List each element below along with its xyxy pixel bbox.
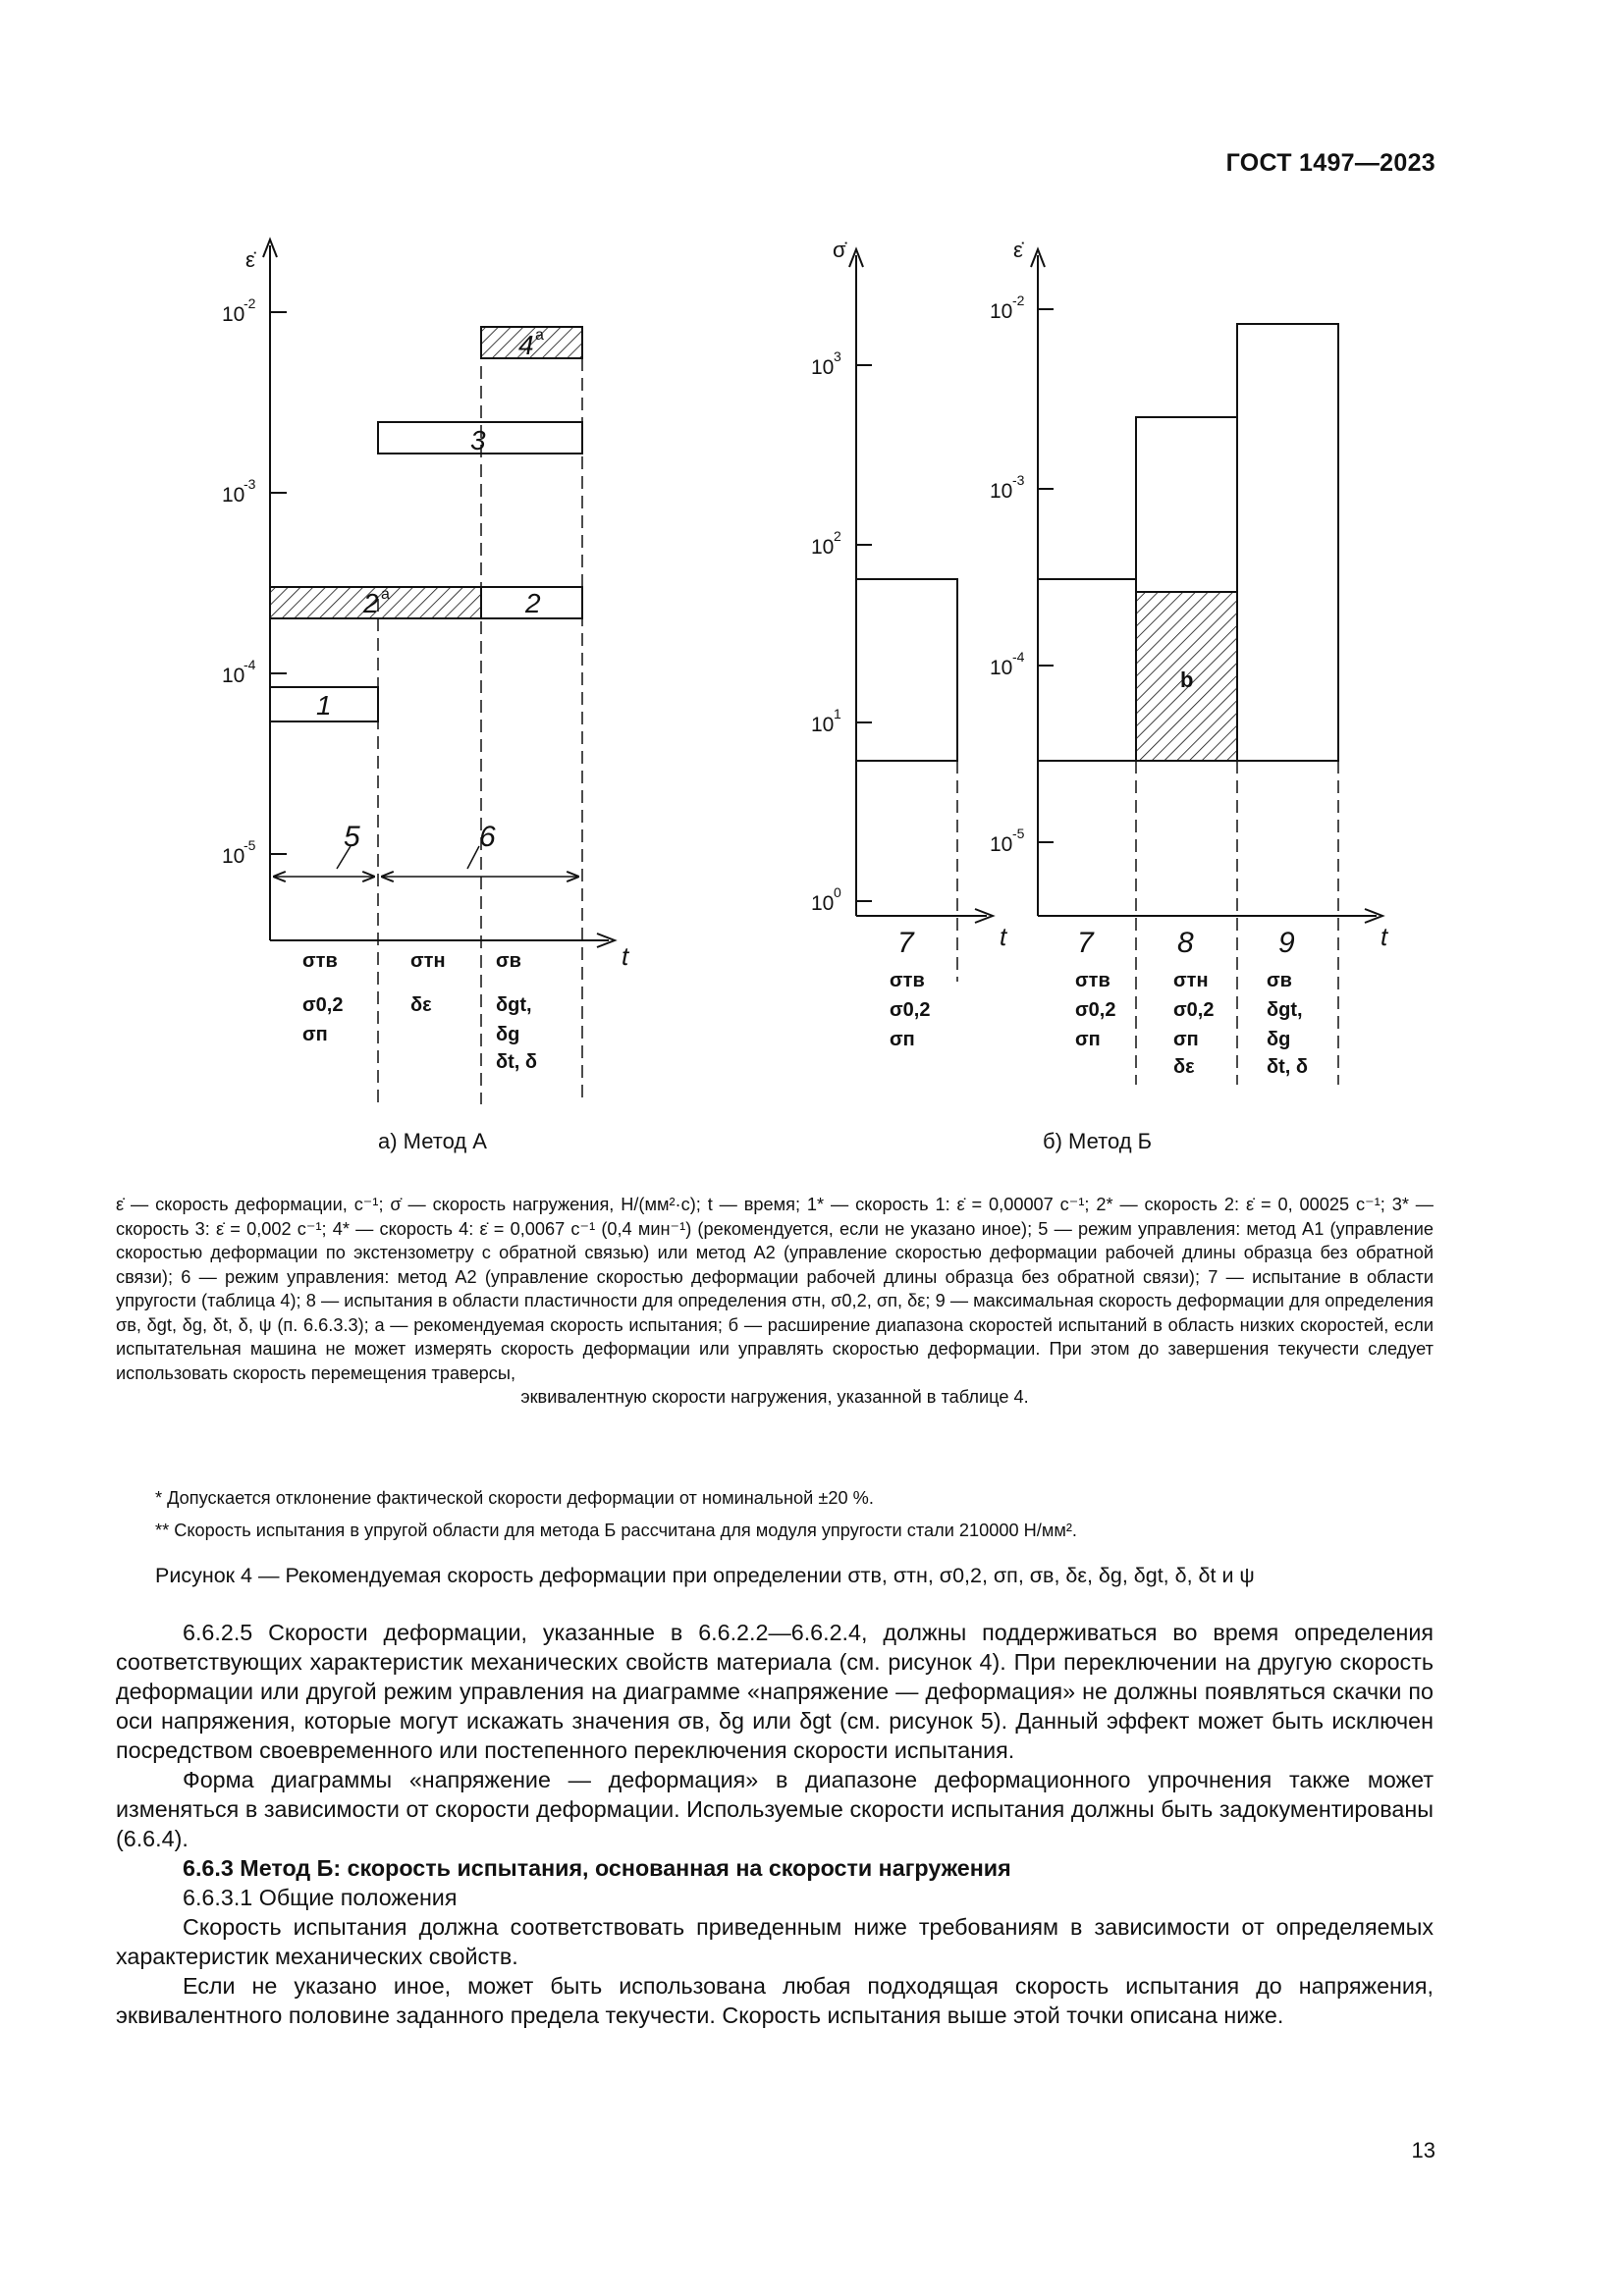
box-2a-label: 2 (363, 588, 379, 618)
sigma-tick-1: 10 (811, 356, 835, 379)
eps-tick-4-exp: -5 (1012, 826, 1025, 841)
left-tick-1: 10 (222, 303, 245, 326)
caption-method-b: б) Метод Б (1043, 1129, 1153, 1153)
col8-2: σ0,2 (1173, 999, 1215, 1021)
left-col3-1: σв (496, 950, 521, 972)
sigma-tick-1-exp: 3 (834, 348, 841, 364)
eps-tick-3-exp: -4 (1012, 649, 1025, 665)
sigma-tick-3: 10 (811, 714, 835, 736)
left-col3-3: δg (496, 1024, 520, 1045)
left-tick-3: 10 (222, 665, 245, 687)
eps-tick-1-exp: -2 (1012, 293, 1025, 308)
sigma-tick-4-exp: 0 (834, 884, 841, 900)
left-y-label: ε̇ (245, 247, 255, 272)
left-x-label: t (622, 941, 629, 971)
left-col3-4: δt, δ (496, 1051, 538, 1073)
right-x-label-2: t (1380, 922, 1388, 951)
col7b-3: σп (1075, 1029, 1101, 1050)
col7a-1: σтв (890, 970, 925, 991)
chart-method-b-labels (811, 238, 1389, 1078)
col9-2: δgt, (1267, 999, 1303, 1021)
col8-1: σтн (1173, 970, 1209, 991)
col8-3: σп (1173, 1029, 1199, 1050)
left-col2-2: δε (410, 994, 432, 1016)
box-7-sigma (856, 579, 957, 761)
left-tick-1-exp: -2 (244, 295, 256, 311)
chart-method-a-labels (222, 247, 630, 1073)
chart-method-a (263, 240, 615, 1104)
figure-legend (116, 1193, 1434, 1410)
col7a-2: σ0,2 (890, 999, 931, 1021)
sigma-tick-3-exp: 1 (834, 706, 841, 721)
chart-method-b (849, 249, 1382, 1085)
hatch-b-label: b (1180, 667, 1194, 692)
box-2a-sup: a (381, 586, 390, 603)
figure-title: Рисунок 4 — Рекомендуемая скорость деформации при определении σтв, σтн, σ0,2, σп, σв, δε, δg, δgt, δ, δt и ψ (155, 1564, 1255, 1587)
col8-4: δε (1173, 1056, 1195, 1078)
page-number: 13 (1411, 2138, 1435, 2163)
box-1-label: 1 (316, 690, 332, 721)
left-tick-3-exp: -4 (244, 657, 256, 672)
left-tick-4: 10 (222, 845, 245, 868)
eps-tick-1: 10 (990, 300, 1013, 323)
sigma-tick-2: 10 (811, 536, 835, 559)
box-2-label: 2 (525, 588, 541, 618)
left-col1-1: σтв (302, 950, 338, 972)
num-8: 8 (1177, 927, 1194, 959)
legend-text: ε̇ — скорость деформации, с⁻¹; σ̇ — скорость нагружения, Н/(мм²·с); t — время; 1* — скорость 1: ε̇ = 0,00007 с⁻¹; 2* — скорость 2: ε̇ = 0, 00025 с⁻¹; 3* — скорость 3: ε̇ = 0,002 с⁻¹; 4* — скорость 4: ε̇ = 0,0067 с⁻¹ (0,4 мин⁻¹) (рекомендуется, если не указано иное); 5 — режим управления: метод А1 (управление скоростью деформации по экстензометру с обратной связью) или метод А2 (управление скоростью деформации рабочей длины образца без обратной связи); 6 — режим управления: метод А2 (управление скоростью деформации рабочей длины образца без обратной связи); 7 — испытание в области упругости (таблица 4); 8 — испытания в области пластичности для определения σтн, σ0,2, σп, δε; 9 — максимальная скорость деформации для определения σв, δgt, δg, δt, δ, ψ (п. 6.6.3.3); а — рекомендуемая скорость испытания; б — расширение диапазона скоростей испытаний в область низких скоростей, если испытательная машина не может измерять скорость деформации или управлять скоростью деформации. При этом до завершения текучести следует использовать скорость перемещения траверсы, (116, 1195, 1434, 1383)
subsection-heading-6-6-3-1: 6.6.3.1 Общие положения (183, 1885, 458, 1910)
col7b-1: σтв (1075, 970, 1110, 991)
footnotes (155, 1482, 1077, 1547)
left-col2-1: σтн (410, 950, 446, 972)
num-7-sigma: 7 (897, 927, 914, 959)
arrow-6-label: 6 (479, 821, 496, 853)
section-heading-6-6-3: 6.6.3 Метод Б: скорость испытания, основанная на скорости нагружения (183, 1855, 1011, 1881)
document-header: ГОСТ 1497—2023 (1225, 149, 1435, 177)
left-col1-2: σ0,2 (302, 994, 344, 1016)
caption-method-a: а) Метод А (378, 1129, 487, 1153)
col7b-2: σ0,2 (1075, 999, 1116, 1021)
paragraph-6-6-2-5: 6.6.2.5 Скорости деформации, указанные в 6.6.2.2—6.6.2.4, должны поддерживаться во время определения соответствующих характеристик механических свойств материала (см. рисунок 4). При переключении на другую скорость деформации или другой режим управления на диаграмме «напряжение — деформация» не должны появляться скачки по оси напряжения, которые могут искажать значения σв, δg или δgt (см. рисунок 5). Данный эффект может быть исключен посредством своевременного или постепенного переключения скорости испытания. (116, 1620, 1434, 1763)
eps-tick-2-exp: -3 (1012, 472, 1025, 488)
col9-1: σв (1267, 970, 1292, 991)
box-3-label: 3 (470, 425, 486, 455)
col9-3: δg (1267, 1029, 1291, 1050)
eps-axis-label: ε̇ (1013, 238, 1023, 262)
paragraph-default-speed: Если не указано иное, может быть использована любая подходящая скорость испытания до напряжения, эквивалентного половине заданного предела текучести. Скорость испытания выше этой точки описана ниже. (116, 1973, 1434, 2028)
box-4a-sup: a (535, 327, 544, 344)
arrow-5-label: 5 (344, 821, 360, 853)
right-x-label-1: t (1000, 922, 1007, 951)
box-7-eps (1038, 579, 1136, 761)
box-9 (1237, 324, 1338, 761)
footnote-2: ** Скорость испытания в упругой области для метода Б рассчитана для модуля упругости стали 210000 Н/мм². (155, 1521, 1077, 1540)
sigma-tick-4: 10 (811, 892, 835, 915)
eps-tick-3: 10 (990, 657, 1013, 679)
left-tick-2-exp: -3 (244, 476, 256, 492)
body-text (116, 1618, 1434, 2030)
eps-tick-2: 10 (990, 480, 1013, 503)
paragraph-diagram-form: Форма диаграммы «напряжение — деформация» в диапазоне деформационного упрочнения также может изменяться в зависимости от скорости деформации. Используемые скорости испытания должны быть задокументированы (6.6.4). (116, 1767, 1434, 1851)
sigma-axis-label: σ̇ (833, 238, 846, 262)
legend-text-end: эквивалентную скорости нагружения, указанной в таблице 4. (520, 1387, 1029, 1407)
left-col3-2: δgt, (496, 994, 532, 1016)
left-tick-4-exp: -5 (244, 837, 256, 853)
left-col1-3: σп (302, 1024, 328, 1045)
left-tick-2: 10 (222, 484, 245, 507)
eps-tick-4: 10 (990, 833, 1013, 856)
paragraph-requirements: Скорость испытания должна соответствовать приведенным ниже требованиям в зависимости от определяемых характеристик механических свойств. (116, 1914, 1434, 1969)
col9-4: δt, δ (1267, 1056, 1309, 1078)
num-9: 9 (1278, 927, 1295, 959)
box-4a-label: 4 (518, 330, 534, 360)
footnote-1: * Допускается отклонение фактической скорости деформации от номинальной ±20 %. (155, 1488, 874, 1508)
col7a-3: σп (890, 1029, 915, 1050)
num-7-eps: 7 (1077, 927, 1094, 959)
sigma-tick-2-exp: 2 (834, 528, 841, 544)
